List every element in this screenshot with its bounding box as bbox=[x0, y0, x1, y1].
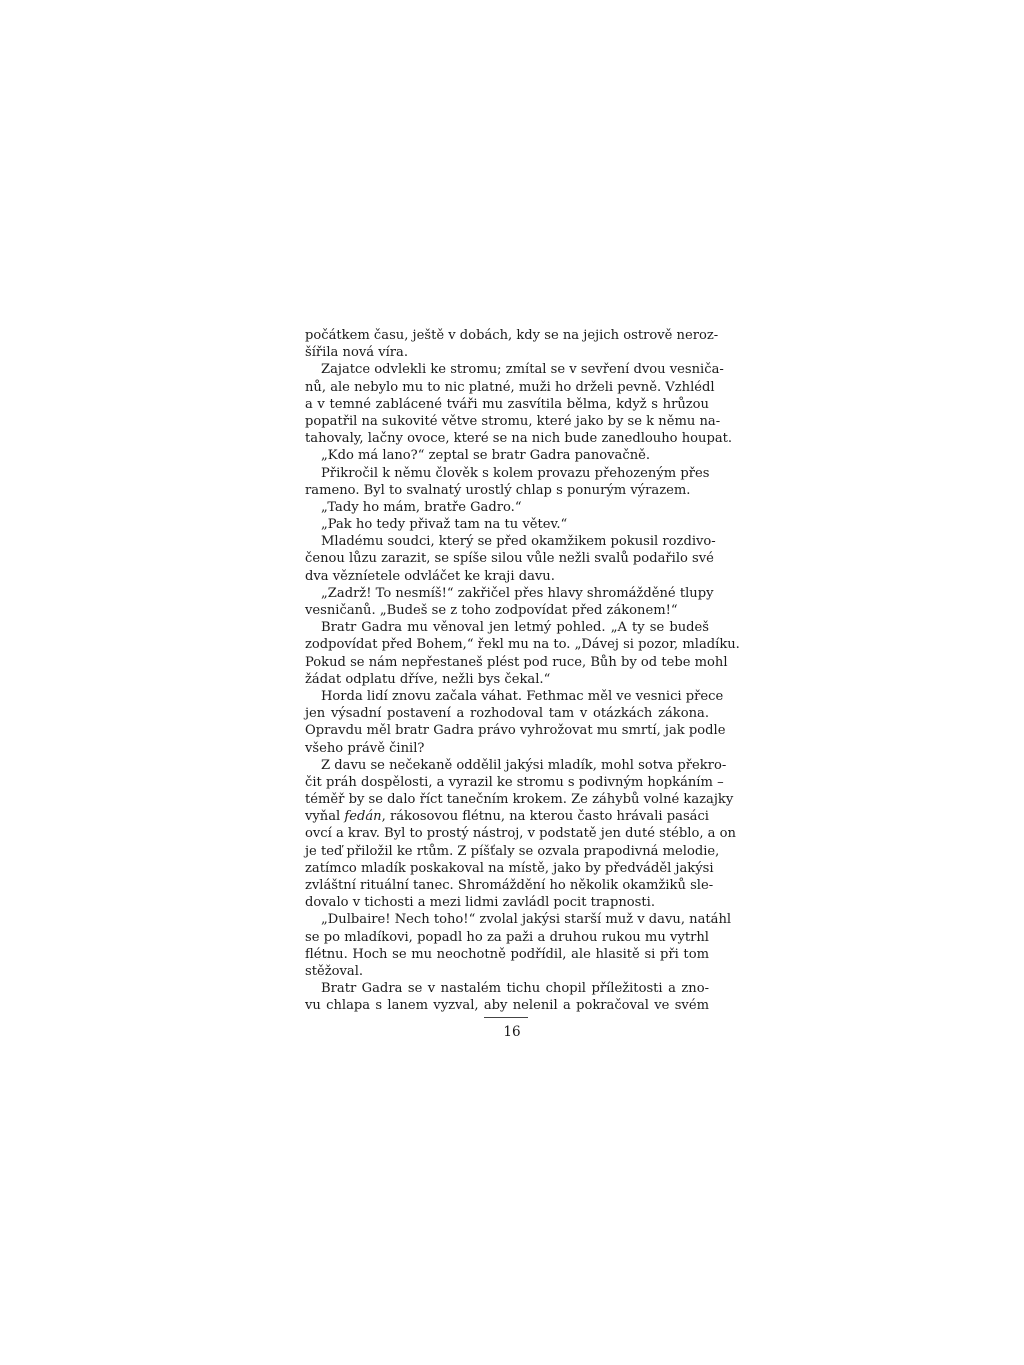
text-line: ovcí a krav. Byl to prostý nástroj, v podstatě jen duté stéblo, a on bbox=[305, 826, 736, 842]
text-line: dovalo v tichosti a mezi lidmi zavládl pocit trapnosti. bbox=[305, 895, 655, 911]
text-line: rameno. Byl to svalnatý urostlý chlap s ponurým výrazem. bbox=[305, 482, 691, 498]
text-line: „Pak ho tedy přivaž tam na tu větev.“ bbox=[321, 517, 568, 533]
text-line: Horda lidí znovu začala váhat. Fethmac měl ve vesnici přece bbox=[321, 688, 724, 704]
text-line: zodpovídat před Bohem,“ řekl mu na to. „Dávej si pozor, mladíku. bbox=[305, 637, 740, 653]
text-line: Pokud se nám nepřestaneš plést pod ruce, Bůh by od tebe mohl bbox=[305, 654, 728, 670]
text-line: „Dulbaire! Nech toho!“ zvolal jakýsi starší muž v davu, natáhl bbox=[321, 912, 732, 928]
text-line: čit práh dospělosti, a vyrazil ke stromu s podivným hopkáním – bbox=[305, 774, 724, 790]
text-line: Přikročil k němu člověk s kolem provazu přehozeným přes bbox=[321, 465, 710, 481]
text-line: téměř by se dalo říct tanečním krokem. Ze záhybů volné kazajky bbox=[305, 792, 734, 808]
text-line: Z davu se nečekaně oddělil jakýsi mladík, mohl sotva překro- bbox=[321, 757, 727, 773]
text-line: vesničanů. „Budeš se z toho zodpovídat před zákonem!“ bbox=[305, 603, 678, 618]
text-line: „Tady ho mám, bratře Gadro.“ bbox=[321, 499, 522, 515]
text-line: zatímco mladík poskakoval na místě, jako by předváděl jakýsi bbox=[305, 860, 714, 876]
text-line: popatřil na sukovité větve stromu, které jako by se k němu na- bbox=[305, 413, 721, 429]
text-line: a v temné zablácené tváři mu zasvítila bělma, když s hrůzou bbox=[305, 396, 709, 412]
text-line: „Kdo má lano?“ zeptal se bratr Gadra panovačně. bbox=[321, 448, 651, 464]
text-line: nů, ale nebylo mu to nic platné, muži ho drželi pevně. Vzhlédl bbox=[305, 379, 715, 395]
text-line: flétnu. Hoch se mu neochotně podřídil, ale hlasitě si při tom bbox=[305, 946, 709, 962]
text-line: vyňal fedán, rákosovou flétnu, na kterou často hrávali pasáci bbox=[305, 809, 709, 825]
text-line: Bratr Gadra mu věnoval jen letmý pohled. „A ty se budeš bbox=[321, 620, 709, 636]
text-line: všeho právě činil? bbox=[305, 740, 425, 756]
text-line: stěžoval. bbox=[305, 963, 364, 979]
text-line: šířila nová víra. bbox=[305, 345, 409, 361]
text-line: Bratr Gadra se v nastalém tichu chopil příležitosti a zno- bbox=[321, 981, 709, 997]
text-line: „Zadrž! To nesmíš!“ zakřičel přes hlavy shromážděné tlupy bbox=[321, 585, 714, 601]
italic-term: fedán bbox=[344, 809, 382, 825]
text-line: čenou lůzu zarazit, se spíše silou vůle nežli svalů podařilo své bbox=[305, 551, 714, 567]
text-line: vu chlapa s lanem vyzval, aby nelenil a pokračoval ve svém bbox=[305, 998, 709, 1014]
text-line: Zajatce odvlekli ke stromu; zmítal se v sevření dvou vesniča- bbox=[321, 362, 724, 378]
body-text bbox=[305, 327, 740, 1015]
text-line: zvláštní rituální tanec. Shromáždění ho několik okamžiků sle- bbox=[305, 878, 714, 893]
text-line: jen výsadní postavení a rozhodoval tam v otázkách zákona. bbox=[305, 706, 709, 722]
text-line: dva vězníetele odvláčet ke kraji davu. bbox=[305, 568, 555, 584]
text-line: tahovaly, lačny ovoce, které se na nich bude zanedlouho houpat. bbox=[305, 431, 733, 447]
text-line: počátkem času, ještě v dobách, kdy se na jejich ostrově neroz- bbox=[305, 328, 719, 343]
page-number: 16 bbox=[503, 1024, 521, 1040]
text-line: se po mladíkovi, popadl ho za paži a druhou rukou mu vytrhl bbox=[305, 929, 709, 945]
page-number-rule bbox=[484, 1017, 528, 1018]
text-line: žádat odplatu dříve, nežli bys čekal.“ bbox=[305, 671, 551, 687]
text-line: Mladému soudci, který se před okamžikem pokusil rozdivo- bbox=[321, 534, 716, 550]
text-line: Opravdu měl bratr Gadra právo vyhrožovat mu smrtí, jak podle bbox=[305, 723, 726, 739]
text-line: je teď přiložil ke rtům. Z píšťaly se ozvala prapodivná melodie, bbox=[305, 843, 720, 859]
